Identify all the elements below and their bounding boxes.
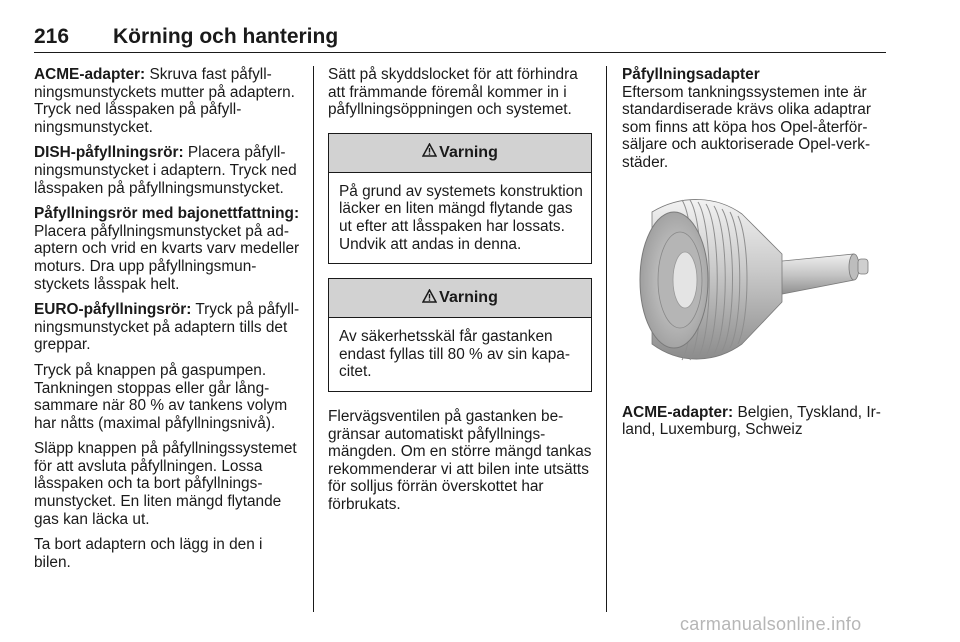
term-label: DISH-påfyllningsrör: <box>34 144 184 162</box>
page-header <box>34 26 886 53</box>
paragraph-text: Ta bort adaptern och lägg in den i bilen. <box>34 536 263 571</box>
page-number: 216 <box>34 25 70 48</box>
term-label: EURO-påfyllningsrör: <box>34 301 192 319</box>
warning-title: Varning <box>439 289 498 307</box>
paragraph-text: Placera påfyllningsmunstycket på adaptern och vrid en kvarts varv medeller moturs. Dra upp påfyllningsmunstyckets låsspak helt. <box>34 222 300 293</box>
column-divider <box>606 66 607 612</box>
term-label: Påfyllningsrör med bajonettfattning: <box>34 205 300 223</box>
warning-title: Varning <box>439 143 498 161</box>
paragraph-text: Sätt på skyddslocket för att förhindra att främmande föremål kommer in i påfyllningsöppningen och systemet. <box>328 66 578 119</box>
paragraph-text: Eftersom tankningssystemen inte är standardiserade krävs olika adaptrar som finns att köpa hos Opel-återförsäljare och auktoriserade Opel-verkstäder. <box>622 83 871 171</box>
warning-text: På grund av systemets konstruktion läcker en liten mängd flytande gas ut efter att låsspaken har lossats. Undvik att andas in denna. <box>339 182 583 253</box>
column-divider <box>313 66 314 612</box>
paragraph-text: Placera påfyllningsmunstycket i adaptern. Tryck ned låsspaken på påfyllningsmunstycket. <box>34 144 297 197</box>
column-right <box>622 66 886 439</box>
page-title: Körning och hantering <box>113 25 339 48</box>
acme-adapter-illustration <box>622 184 884 396</box>
paragraph-dish <box>34 144 300 197</box>
term-label: ACME-adapter: <box>34 66 146 83</box>
warning-triangle-icon <box>422 289 437 308</box>
warning-header <box>329 279 591 318</box>
warning-box <box>328 133 592 264</box>
paragraph-euro <box>34 301 300 354</box>
paragraph-text: Släpp knappen på påfyllningssystemet för att avsluta påfyllningen. Lossa låsspaken och ta bort påfyllningsmunstycket. En liten mängd flytande gas kan läcka ut. <box>34 440 297 528</box>
section-heading: Påfyllningsadapter <box>622 66 760 83</box>
column-middle <box>328 66 592 522</box>
caption-label: ACME-adapter: <box>622 403 734 421</box>
warning-header <box>329 134 591 173</box>
warning-triangle-icon <box>422 143 437 162</box>
caption-text: Belgien, Tyskland, Irland, Luxemburg, Schweiz <box>622 403 881 439</box>
paragraph-text: Flervägsventilen på gastanken begränsar automatiskt påfyllningsmängden. Om en större mängd tankas rekommenderar vi att bilen inte utsätts för solljus förrän överskottet har förbrukats. <box>328 407 592 513</box>
paragraph-text: Tryck på påfyllningsmunstycket på adaptern tills det greppar. <box>34 301 300 354</box>
figure-caption <box>622 404 886 439</box>
warning-box <box>328 278 592 392</box>
watermark: carmanualsonline.info <box>680 614 862 634</box>
paragraph-text: Tryck på knappen på gaspumpen. Tankningen stoppas eller går långsammare när 80 % av tankens volym har nåtts (maximal påfyllningsnivå). <box>34 361 288 432</box>
warning-text: Av säkerhetsskäl får gastanken endast fyllas till 80 % av sin kapacitet. <box>339 328 570 381</box>
paragraph-acme <box>34 66 300 136</box>
column-left <box>34 66 300 579</box>
paragraph-text: Skruva fast påfyllningsmunstyckets mutter på adaptern. Tryck ned låsspaken på påfyllningsmunstycket. <box>34 66 295 136</box>
paragraph-bayonet <box>34 205 300 293</box>
